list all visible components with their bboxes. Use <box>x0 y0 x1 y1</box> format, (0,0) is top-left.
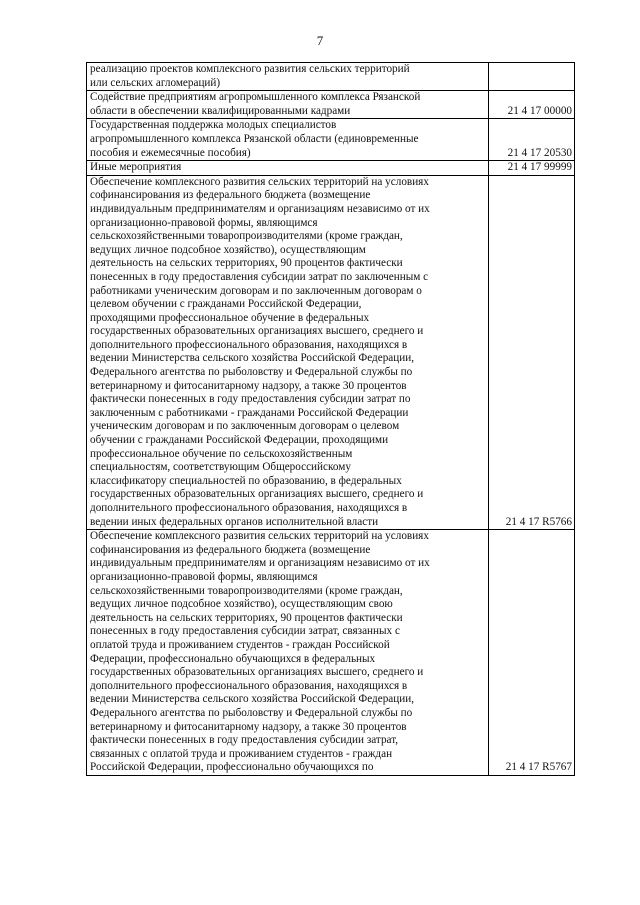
description-line: Государственная поддержка молодых специалистов <box>90 119 337 132</box>
table-row <box>87 119 575 161</box>
description-line: оплатой труда и проживанием студентов - граждан Российской <box>90 638 390 651</box>
description-line: Федерального агентства по рыболовству и Федеральной службы по <box>90 706 413 719</box>
description-line: Обеспечение комплексного развития сельских территорий на условиях <box>90 530 429 543</box>
description-line: области в обеспечении квалифицированными кадрами <box>90 104 351 117</box>
description-line: профессиональное обучение по сельскохозяйственным <box>90 447 353 460</box>
table-body <box>87 63 575 776</box>
description-line: фактически понесенных в году предоставления субсидии затрат, <box>90 734 399 747</box>
description-line: сельскохозяйственными товаропроизводителями (кроме граждан, <box>90 584 403 597</box>
description-line: пособия и ежемесячные пособия) <box>90 146 251 159</box>
description-line: Российской Федерации, профессионально обучающихся по <box>90 761 374 774</box>
row-code: 21 4 17 99999 <box>489 161 575 176</box>
table-row <box>87 175 575 529</box>
description-line: деятельность на сельских территориях, 90 процентов фактически <box>90 257 403 270</box>
description-line: дополнительного профессионального образования, находящихся в <box>90 679 408 692</box>
description-line: ветеринарному и фитосанитарному надзору, а также 30 процентов <box>90 720 407 733</box>
description-line: государственных образовательных организациях высшего, среднего и <box>90 325 424 338</box>
description-line: понесенных в году предоставления субсидии затрат, связанных с <box>90 625 400 638</box>
description-line: сельскохозяйственными товаропроизводителями (кроме граждан, <box>90 230 403 243</box>
table-row <box>87 91 575 119</box>
description-line: или сельских агломераций) <box>90 76 221 89</box>
row-description <box>87 63 489 91</box>
table-row <box>87 530 575 776</box>
description-line: связанных с оплатой труда и проживанием студентов - граждан <box>90 747 393 760</box>
description-line: Обеспечение комплексного развития сельских территорий на условиях <box>90 175 429 188</box>
description-line: ведении иных федеральных органов исполнительной власти <box>90 515 379 528</box>
description-line: классификатору специальностей по образованию, в федеральных <box>90 474 402 487</box>
row-description <box>87 530 489 776</box>
description-line: ветеринарному и фитосанитарному надзору, а также 30 процентов <box>90 379 407 392</box>
description-line: организационно-правовой формы, являющимся <box>90 570 318 583</box>
description-line: проходящими профессиональное обучение в федеральных <box>90 311 370 324</box>
budget-classification-table <box>86 62 575 776</box>
description-line: целевом обучении с гражданами Российской Федерации, <box>90 298 362 311</box>
description-line: организационно-правовой формы, являющимся <box>90 216 318 229</box>
description-line: софинансирования из федерального бюджета (возмещение <box>90 189 371 202</box>
description-line: обучении с гражданами Российской Федерации, проходящими <box>90 434 389 447</box>
description-line: ведении Министерства сельского хозяйства Российской Федерации, <box>90 693 415 706</box>
row-code: 21 4 17 20530 <box>489 119 575 161</box>
table-row <box>87 63 575 91</box>
description-line: ведущих личное подсобное хозяйство), осуществляющим свою <box>90 598 393 611</box>
description-line: ведущих личное подсобное хозяйство), осуществляющим <box>90 243 366 256</box>
description-line: ведении Министерства сельского хозяйства Российской Федерации, <box>90 352 415 365</box>
description-line: дополнительного профессионального образования, находящихся в <box>90 338 408 351</box>
description-line: индивидуальным предпринимателям и организациям независимо от их <box>90 557 430 570</box>
description-line: Содействие предприятиям агропромышленного комплекса Рязанской <box>90 91 421 104</box>
description-line: государственных образовательных организациях высшего, среднего и <box>90 488 424 501</box>
row-description <box>87 161 489 176</box>
description-line: реализацию проектов комплексного развития сельских территорий <box>90 63 410 75</box>
description-line: фактически понесенных в году предоставления субсидии затрат по <box>90 393 411 406</box>
description-line: деятельность на сельских территориях, 90 процентов фактически <box>90 611 403 624</box>
row-code <box>489 63 575 91</box>
description-line: агропромышленного комплекса Рязанской области (единовременные <box>90 132 419 145</box>
description-line: заключенным с работниками - гражданами Российской Федерации <box>90 406 409 419</box>
description-line: Иные мероприятия <box>90 161 182 174</box>
row-description <box>87 91 489 119</box>
description-line: индивидуальным предпринимателям и организациям независимо от их <box>90 202 430 215</box>
row-description <box>87 119 489 161</box>
row-description <box>87 175 489 529</box>
description-line: ученическим договорам и по заключенным договорам о целевом <box>90 420 400 433</box>
description-line: Федерации, профессионально обучающихся в федеральных <box>90 652 376 665</box>
description-line: государственных образовательных организациях высшего, среднего и <box>90 666 424 679</box>
row-code: 21 4 17 R5766 <box>489 175 575 529</box>
description-line: дополнительного профессионального образования, находящихся в <box>90 502 408 514</box>
description-line: понесенных в году предоставления субсидии затрат по заключенным с <box>90 270 429 283</box>
description-line: специальностям, соответствующим Общероссийскому <box>90 461 351 474</box>
description-line: софинансирования из федерального бюджета (возмещение <box>90 543 371 556</box>
table-row <box>87 161 575 176</box>
description-line: работниками ученическим договорам и по заключенным договорам о <box>90 284 422 297</box>
row-code: 21 4 17 R5767 <box>489 530 575 776</box>
row-code: 21 4 17 00000 <box>489 91 575 119</box>
page-number: 7 <box>316 33 324 48</box>
description-line: Федерального агентства по рыболовству и Федеральной службы по <box>90 366 413 379</box>
